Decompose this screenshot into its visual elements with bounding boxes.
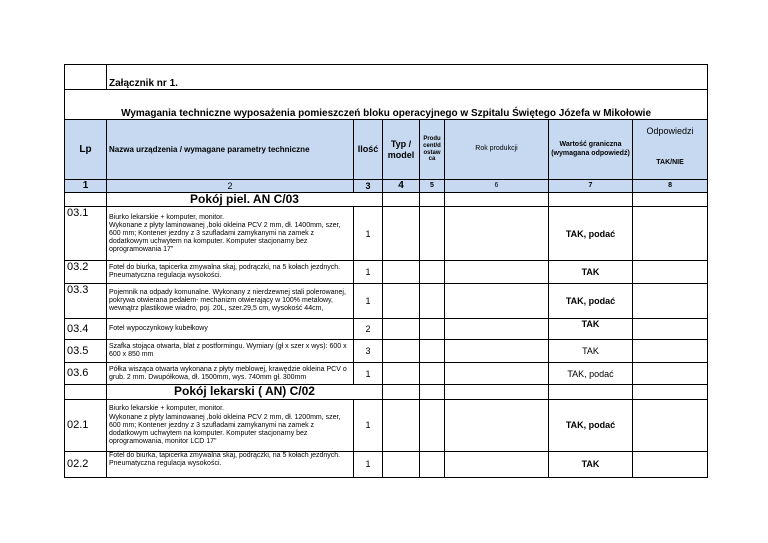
row-description: Biurko lekarskie + komputer, monitor. Wykonane z płyty laminowanej ,boki okleina PCV 2 mm, dł. 1400mm, szer, 600 mm; Kontener jezdny z 3 szufladami zamykanymi na zamek z dodatkowym uchwytem na komputer. Komputer stacjonarny bez oprogramowania 17" — [107, 207, 354, 261]
section-title-row — [65, 385, 708, 400]
row-requirement: TAK, podać — [549, 363, 633, 385]
row-qty: 1 — [354, 284, 383, 319]
col-number-8: 8 — [633, 180, 708, 193]
row-lp: 02.1 — [65, 400, 107, 452]
row-requirement: TAK, podać — [549, 284, 633, 319]
row-requirement: TAK — [549, 340, 633, 363]
header-answers — [633, 120, 708, 180]
row-requirement: TAK — [549, 452, 633, 478]
section-title-row — [65, 192, 708, 207]
table-row — [65, 452, 708, 478]
table-row — [65, 340, 708, 363]
table-row — [65, 207, 708, 261]
row-qty: 2 — [354, 319, 383, 340]
attachment-label: Załącznik nr 1. — [107, 65, 708, 90]
col-number-1: 1 — [65, 180, 107, 193]
table-row — [65, 261, 708, 284]
col-number-7: 7 — [549, 180, 633, 193]
row-description: Biurko lekarskie + komputer, monitor. Wykonane z płyty laminowanej ,boki okleina PCV 2 mm, dł. 1200mm, szer, 600 mm; Kontener jezdny z 3 szufladami zamykanymi na zamek z dodatkowym uchwytem na komputer. Komputer stacjonarny bez oprogramowania, monitor LCD 17" — [107, 400, 354, 452]
row-description: Fotel wypoczynkowy kubełkowy — [107, 319, 354, 340]
row-requirement: TAK — [549, 319, 633, 340]
title-row — [65, 90, 708, 120]
row-requirement: TAK, podać — [549, 207, 633, 261]
attachment-row — [65, 65, 708, 90]
section-title: Pokój lekarski ( AN) C/02 — [107, 385, 383, 400]
row-lp: 02.2 — [65, 452, 107, 478]
col-number-6: 6 — [445, 180, 549, 193]
row-lp: 03.2 — [65, 261, 107, 284]
row-description: Pojemnik na odpady komunalne. Wykonany z nierdzewnej stali polerowanej, pokrywa otwierana pedałem- mechanizm otwierający w 100% metalowy, wewnątrz plastikowe wiadro, poj. 20L, szer.29,5 cm, wysokość 44cm, — [107, 284, 354, 319]
row-lp: 03.5 — [65, 340, 107, 363]
row-qty: 1 — [354, 363, 383, 385]
document-title: Wymagania techniczne wyposażenia pomieszczeń bloku operacyjnego w Szpitalu Świętego Józefa w Mikołowie — [65, 90, 708, 120]
col-number-5: 5 — [420, 180, 445, 193]
row-lp: 03.1 — [65, 207, 107, 261]
row-qty: 3 — [354, 340, 383, 363]
row-qty: 1 — [354, 452, 383, 478]
col-number-3: 3 — [354, 180, 383, 193]
table-row — [65, 284, 708, 319]
row-description: Szafka stojąca otwarta, blat z postformingu. Wymiary (gł x szer x wys): 600 x 600 x 850 mm — [107, 340, 354, 363]
row-requirement: TAK — [549, 261, 633, 284]
row-lp: 03.4 — [65, 319, 107, 340]
header-lp: Lp — [65, 120, 107, 180]
header-name: Nazwa urządzenia / wymagane parametry techniczne — [107, 120, 354, 180]
header-row — [65, 120, 708, 180]
column-numbers-row — [65, 180, 708, 193]
header-producer: Producent/dostawca — [420, 120, 445, 180]
header-year: Rok produkcji — [445, 120, 549, 180]
header-qty: Ilość — [354, 120, 383, 180]
header-type: Typ / model — [383, 120, 420, 180]
header-answers-label: Odpowiedzi — [646, 125, 694, 136]
row-lp: 03.3 — [65, 284, 107, 319]
row-description: Fotel do biurka, tapicerka zmywalna skaj, podrączki, na 5 kołach jezdnych. Pneumatyczna regulacja wysokości. — [107, 452, 354, 478]
requirements-table — [64, 64, 708, 478]
row-lp: 03.6 — [65, 363, 107, 385]
row-qty: 1 — [354, 207, 383, 261]
col-number-2: 2 — [107, 180, 354, 193]
row-requirement: TAK, podać — [549, 400, 633, 452]
header-boundary: Wartość graniczna (wymagana odpowiedź) — [549, 120, 633, 180]
row-qty: 1 — [354, 261, 383, 284]
section-title: Pokój piel. AN C/03 — [107, 192, 383, 207]
table-row — [65, 319, 708, 340]
table-row — [65, 400, 708, 452]
table-row — [65, 363, 708, 385]
col-number-4: 4 — [383, 180, 420, 193]
header-taknie-label: TAK/NIE — [656, 158, 684, 166]
row-qty: 1 — [354, 400, 383, 452]
row-description: Fotel do biurka, tapicerka zmywalna skaj, podrączki, na 5 kołach jezdnych. Pneumatyczna regulacja wysokości. — [107, 261, 354, 284]
row-description: Półka wisząca otwarta wykonana z płyty meblowej, krawędzie okleina PCV o grub. 2 mm. Dwupółkowa, dł. 1500mm, wys. 740mm gł. 300mm — [107, 363, 354, 385]
